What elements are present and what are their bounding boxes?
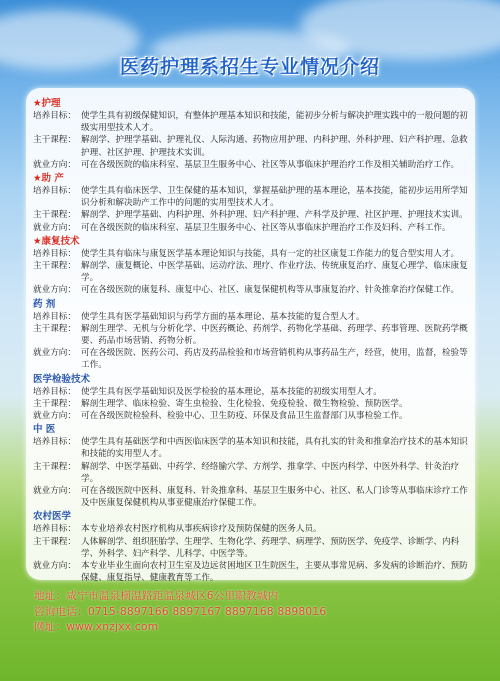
program-row bbox=[33, 185, 473, 209]
row-label: 就业方向： bbox=[33, 561, 76, 572]
row-label: 培养目标： bbox=[33, 248, 76, 259]
row-label: 培养目标： bbox=[33, 524, 76, 535]
program-heading bbox=[33, 510, 473, 523]
row-label: 就业方向： bbox=[33, 285, 76, 296]
row-label: 主干课程： bbox=[33, 461, 76, 472]
row-label: 培养目标： bbox=[33, 311, 76, 322]
program-row bbox=[33, 134, 473, 158]
program-row bbox=[33, 560, 473, 584]
program-heading bbox=[33, 423, 473, 436]
row-text: 可在各级医院、医药公司、药店及药品检验和市场营销机构从事药品生产，经营，使用，监督，检验等工作。 bbox=[81, 348, 468, 371]
row-text: 解剖学、护理学基础、内科护理、外科护理、妇产科护理、产科学及护理、社区护理、护理技术实训。 bbox=[81, 210, 468, 221]
row-label: 主干课程： bbox=[33, 398, 76, 409]
row-text: 解剖学、中医学基础、中药学、经络腧穴学、方剂学、推拿学、中医内科学、中医外科学、针灸治疗学。 bbox=[81, 461, 460, 484]
row-text: 使学生具有初级保健知识，有整体护理基本知识和技能，能初步分析与解决护理实践中的一般问题的初级实用型技术人才。 bbox=[81, 111, 468, 134]
row-label: 培养目标： bbox=[33, 111, 76, 121]
program-row bbox=[33, 398, 473, 410]
program-heading bbox=[33, 97, 473, 110]
row-label: 培养目标： bbox=[33, 386, 76, 397]
program-name: 康复技术 bbox=[41, 235, 80, 247]
row-text: 可在各级医院的康复科、康复中心、社区、康复保健机构等从事康复治疗、针灸推拿治疗保健工作。 bbox=[81, 285, 460, 296]
row-text: 解剖学、康复概论、中医学基础、运动疗法、理疗、作业疗法、传统康复治疗、康复心理学、临床康复学。 bbox=[81, 261, 468, 284]
program-heading bbox=[33, 373, 473, 386]
program-row bbox=[33, 461, 473, 485]
row-text: 可在各级医院的临床科室、基层卫生服务中心、社区等从事临床护理治疗工作及相关辅助治疗工作。 bbox=[81, 159, 460, 170]
row-text: 使学生具有医学基础知识与药学方面的基本理论、基本技能的复合型人才。 bbox=[81, 311, 365, 322]
program-row bbox=[33, 248, 473, 260]
row-text: 解剖学、护理学基础、护理礼仪、人际沟通、药物应用护理、内科护理、外科护理、妇产科护理、急救护理、社区护理、护理技术实训。 bbox=[81, 135, 468, 158]
address: 地址：咸宁市温泉横温路距温泉城区6公里职教城内 bbox=[34, 590, 279, 602]
program-section bbox=[33, 373, 473, 423]
program-heading bbox=[33, 235, 473, 248]
program-name: 农村医学 bbox=[33, 511, 72, 523]
program-section bbox=[33, 298, 473, 372]
phone: 咨询电话：0715-8897166 8897167 8897168 8898016 bbox=[34, 605, 327, 618]
program-row bbox=[33, 260, 473, 284]
program-name: 医学检验技术 bbox=[33, 373, 91, 385]
row-text: 解剖生理学、临床检验、寄生虫检验、生化检验、免疫检验、微生物检验、预防医学。 bbox=[81, 398, 408, 409]
row-text: 可在各级医院的临床科室、基层卫生服务中心、社区等从事临床护理治疗工作及妇科、产科工作。 bbox=[81, 222, 451, 233]
program-name: 中 医 bbox=[33, 424, 56, 436]
row-text: 可在各级医院检验科、检验中心、卫生防疫、环保及食品卫生监督部门从事检验工作。 bbox=[81, 411, 408, 422]
program-row bbox=[33, 485, 473, 509]
program-row bbox=[33, 436, 473, 460]
star-icon: ★ bbox=[33, 98, 42, 109]
row-text: 解剖生理学、无机与分析化学、中医药概论、药剂学、药物化学基础、药理学、药事管理、医院药学概要、药品市场营销、药物分析。 bbox=[81, 323, 468, 347]
row-label: 主干课程： bbox=[33, 210, 76, 221]
program-row bbox=[33, 410, 473, 422]
row-text: 使学生具有基础医学和中西医临床医学的基本知识和技能，具有扎实的针灸和推拿治疗技术的基本知识和技能的实用型人才。 bbox=[81, 437, 468, 460]
row-text: 使学生具有医学基础知识及医学检验的基本理论，基本技能的初级实用型人才。 bbox=[81, 386, 382, 397]
program-row bbox=[33, 523, 473, 535]
row-text: 使学生具有临床与康复医学基本理论知识与技能，具有一定的社区康复工作能力的复合型实用人才。 bbox=[81, 248, 460, 259]
program-row bbox=[33, 311, 473, 323]
program-row bbox=[33, 110, 473, 134]
program-row bbox=[33, 159, 473, 171]
program-row bbox=[33, 386, 473, 398]
page-title: 医药护理系招生专业情况介绍 bbox=[119, 56, 380, 78]
row-label: 就业方向： bbox=[33, 159, 76, 170]
star-icon: ★ bbox=[33, 173, 42, 185]
program-name: 护理 bbox=[41, 98, 61, 109]
row-text: 本专业毕业生面向农村卫生室及边远贫困地区卫生院医生，主要从事常见病、多发病的诊断治疗、预防保健、康复指导、健康教育等工作。 bbox=[81, 561, 468, 584]
row-text: 使学生具有临床医学、卫生保健的基本知识，掌握基础护理的基本理论，基本技能，能初步运用所学知识分析和解决助产工作中的问题的实用型技术人才。 bbox=[81, 186, 468, 209]
program-row bbox=[33, 323, 473, 347]
star-icon: ★ bbox=[33, 235, 42, 247]
program-section bbox=[33, 97, 473, 171]
program-section bbox=[33, 510, 473, 584]
website: 网址：www.xnzjxx.com bbox=[34, 621, 159, 633]
row-label: 就业方向： bbox=[33, 411, 76, 422]
row-text: 人体解剖学、组织胚胎学、生理学、生物化学、药理学、病理学、预防医学、免疫学、诊断学、内科学、外科学、妇产科学、儿科学、中医学等。 bbox=[81, 536, 460, 559]
program-section bbox=[33, 172, 473, 234]
program-name: 助 产 bbox=[41, 173, 64, 185]
program-row bbox=[33, 536, 473, 560]
row-label: 就业方向： bbox=[33, 486, 76, 497]
program-name: 药 剂 bbox=[33, 298, 56, 310]
row-label: 主干课程： bbox=[33, 135, 76, 146]
row-label: 培养目标： bbox=[33, 437, 76, 448]
program-row bbox=[33, 222, 473, 234]
row-text: 可在各级医院中医科、康复科、针灸推拿科、基层卫生服务中心、社区、私人门诊等从事临床诊疗工作及中医康复保健机构从事亚健康治疗保健工作。 bbox=[81, 486, 468, 509]
row-label: 主干课程： bbox=[33, 536, 76, 547]
contact-footer bbox=[34, 589, 326, 636]
program-list bbox=[33, 96, 473, 585]
program-row bbox=[33, 284, 473, 296]
program-section bbox=[33, 235, 473, 297]
row-label: 主干课程： bbox=[33, 323, 76, 334]
row-label: 培养目标： bbox=[33, 186, 76, 197]
row-label: 主干课程： bbox=[33, 261, 76, 272]
program-heading bbox=[33, 172, 473, 185]
program-row bbox=[33, 209, 473, 221]
row-label: 就业方向： bbox=[33, 222, 76, 233]
row-label: 就业方向： bbox=[33, 348, 76, 359]
program-section bbox=[33, 423, 473, 509]
program-heading bbox=[33, 298, 473, 311]
program-row bbox=[33, 347, 473, 371]
row-text: 本专业培养农村医疗机构从事疾病诊疗及预防保健的医务人员。 bbox=[81, 524, 322, 535]
